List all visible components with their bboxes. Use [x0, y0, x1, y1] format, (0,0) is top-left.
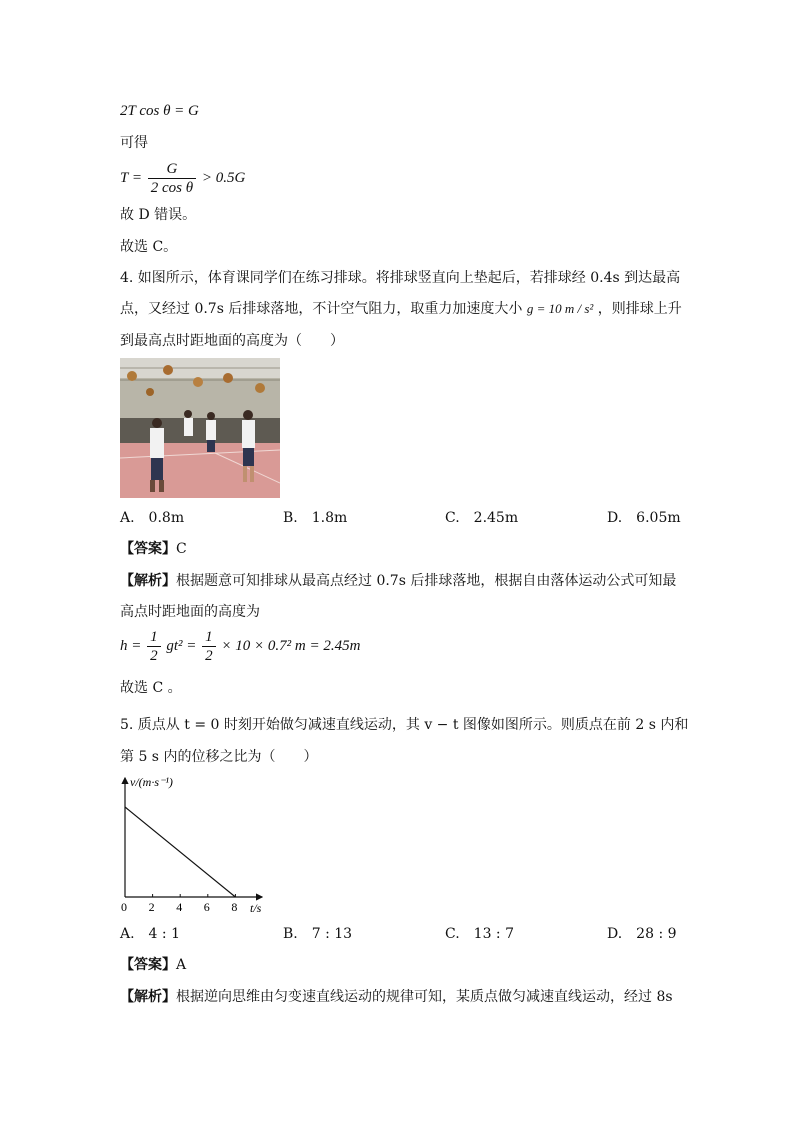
q5-option-d: D. 28 : 9 [607, 926, 677, 942]
q4-stem-line1: 4. 如图所示，体育课同学们在练习排球。将排球竖直向上垫起后，若排球经 0.4s 到达最高 [120, 270, 681, 286]
y-axis-label: v/(m·s⁻¹) [130, 775, 173, 789]
q4-stem-line2 [120, 299, 682, 319]
q4-choose: 故选 C 。 [120, 680, 182, 696]
q5-stem-line1: 5. 质点从 t = 0 时刻开始做匀减速直线运动，其 v − t 图像如图所示。则质点在前 2 s 内和 [120, 717, 689, 733]
fraction-half [147, 628, 161, 665]
velocity-line [125, 807, 235, 897]
x-tick-label: 8 [231, 900, 238, 914]
q4-stem-part2: ，则排球上升 [597, 301, 682, 317]
fraction-denominator: 2 [150, 648, 158, 664]
analysis-tag: 【解析】 [120, 573, 176, 589]
q5-option-b: B. 7 : 13 [283, 926, 353, 942]
q5-answer [120, 955, 186, 975]
x-tick-label: 2 [148, 900, 155, 914]
q4-analysis-line1 [120, 571, 676, 591]
answer-tag: 【答案】 [120, 541, 176, 557]
q4-option-d: D. 6.05m [607, 510, 681, 526]
vt-graph-svg [112, 772, 272, 917]
fraction-denominator: 2 cos θ [150, 180, 194, 196]
text-choose-c: 故选 C。 [120, 239, 178, 255]
analysis-tag: 【解析】 [120, 989, 176, 1005]
vt-graph [112, 772, 272, 917]
fraction-half-2 [202, 628, 216, 665]
formula-mid: gt² = [166, 637, 197, 654]
equation-tension-result [120, 160, 245, 197]
q4-analysis-line2: 高点时距地面的高度为 [120, 604, 260, 620]
analysis-text: 根据逆向思维由匀变速直线运动的规律可知，某质点做匀减速直线运动，经过 8s [176, 989, 673, 1005]
q4-option-c: C. 2.45m [445, 510, 519, 526]
q5-stem-line2: 第 5 s 内的位移之比为（ ） [120, 749, 318, 765]
q4-option-a: A. 0.8m [120, 510, 185, 526]
x-tick-label: 6 [203, 900, 210, 914]
q5-option-a: A. 4 : 1 [120, 926, 180, 942]
answer-value: A [176, 957, 187, 973]
formula-lhs: h = [120, 637, 142, 654]
formula-rhs: × 10 × 0.7² m = 2.45m [221, 637, 361, 654]
q5-option-c: C. 13 : 7 [445, 926, 515, 942]
answer-value: C [176, 541, 187, 557]
q4-option-b: B. 1.8m [283, 510, 348, 526]
analysis-text: 根据题意可知排球从最高点经过 0.7s 后排球落地，根据自由落体运动公式可知最 [176, 573, 677, 589]
answer-tag: 【答案】 [120, 957, 176, 973]
x-tick-label: 0 [121, 900, 127, 914]
fraction-denominator: 2 [205, 648, 213, 664]
q5-analysis-line1 [120, 987, 673, 1007]
q4-answer [120, 539, 187, 559]
q4-stem-line3: 到最高点时距地面的高度为（ ） [120, 333, 344, 349]
x-tick-label: 4 [176, 900, 183, 914]
text-kede: 可得 [120, 135, 148, 151]
x-axis-label: t/s [250, 901, 262, 915]
q4-gravity: g = 10 m / s² [526, 301, 594, 316]
volleyball-photo [120, 358, 280, 498]
q4-stem-part: 点，又经过 0.7s 后排球落地，不计空气阻力，取重力加速度大小 [120, 301, 523, 317]
eq-lhs: T = [120, 169, 142, 186]
text-d-wrong: 故 D 错误。 [120, 207, 197, 223]
fraction-numerator: 1 [147, 628, 161, 647]
fraction-numerator: G [148, 160, 196, 179]
eq-rhs: > 0.5G [201, 169, 246, 186]
fraction [148, 160, 196, 197]
fraction-numerator: 1 [202, 628, 216, 647]
equation-tension: 2T cos θ = G [120, 103, 199, 119]
q4-formula [120, 628, 360, 665]
